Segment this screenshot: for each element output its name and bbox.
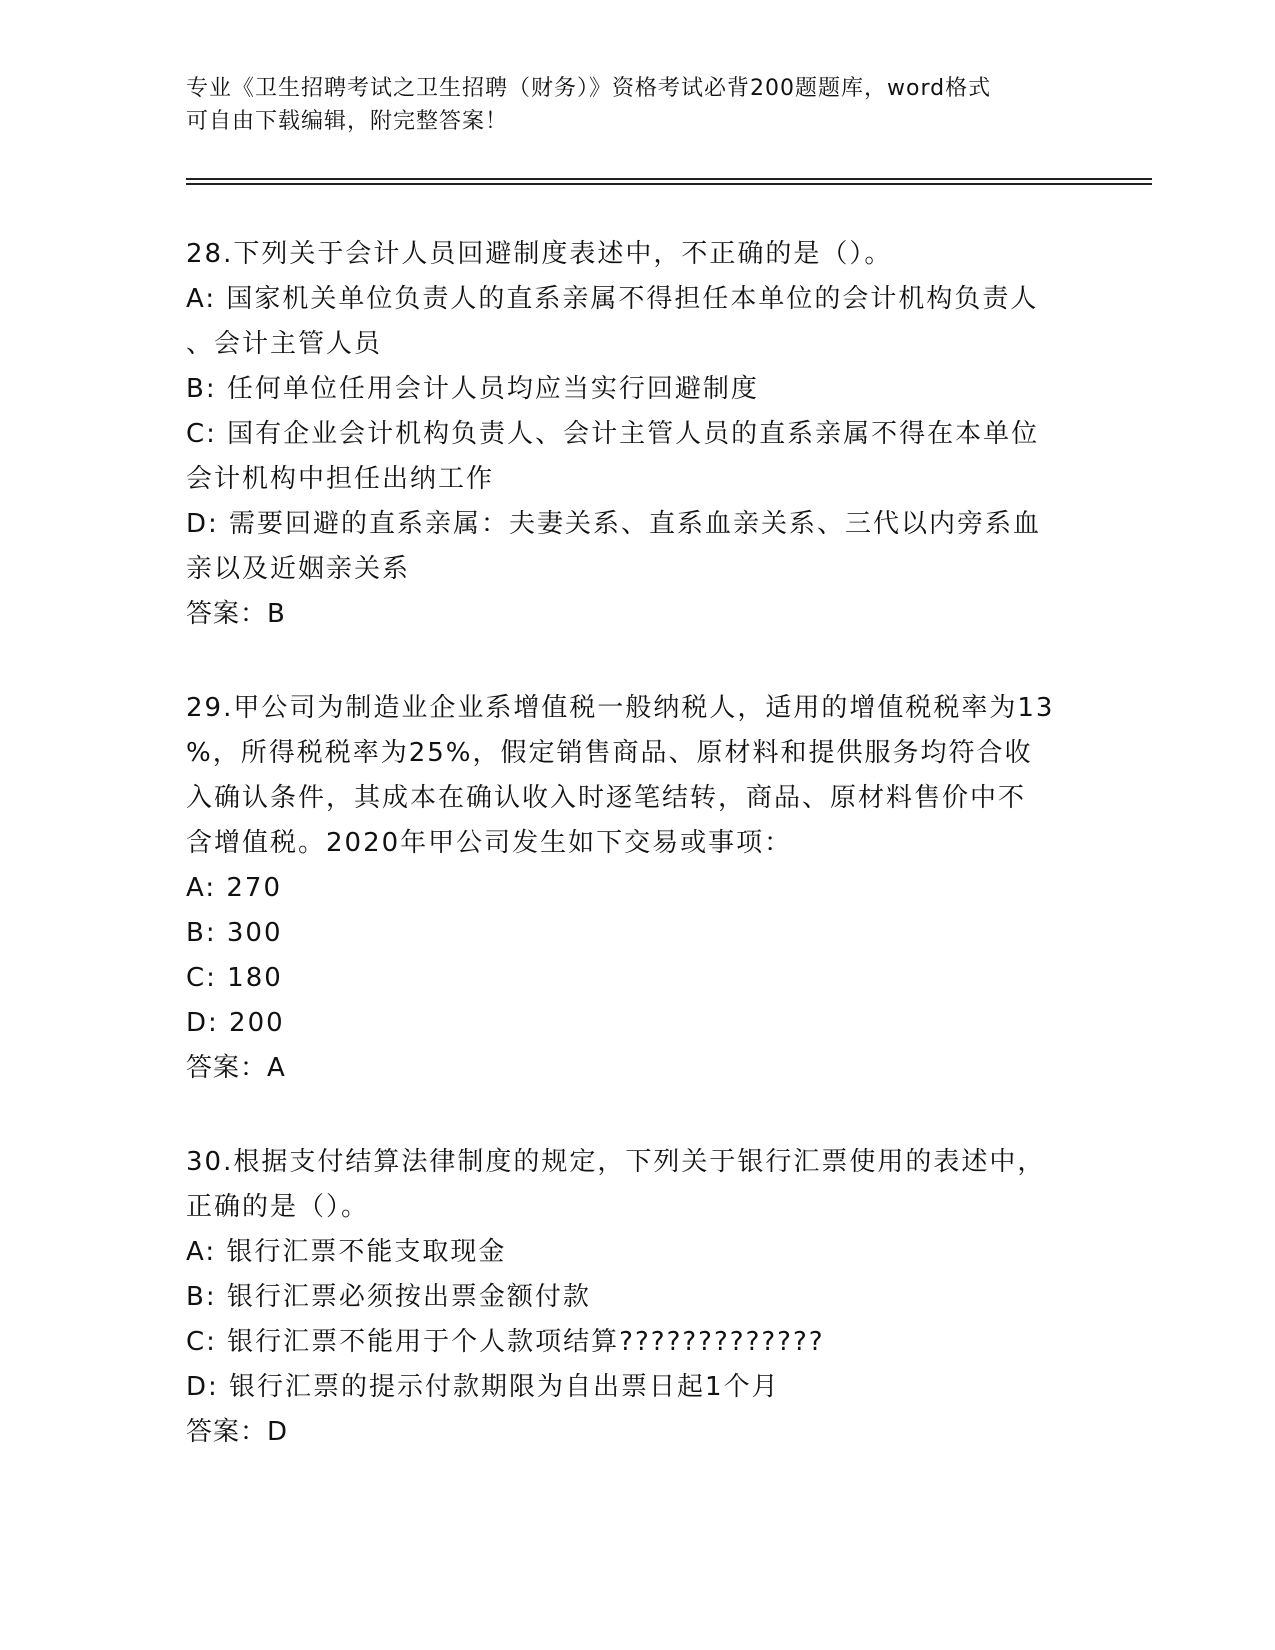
header-line-2: 可自由下载编辑，附完整答案！ <box>186 109 509 134</box>
question-text: 30.根据支付结算法律制度的规定，下列关于银行汇票使用的表述中， <box>186 1147 1046 1177</box>
option-text-line: B: 任何单位任用会计人员均应当实行回避制度 <box>186 374 759 404</box>
option-d: D: 银行汇票的提示付款期限为自出票日起1个月 <box>186 1372 780 1402</box>
option-c <box>186 412 1086 502</box>
header-divider-bottom <box>186 183 1152 185</box>
option-b: B: 银行汇票必须按出票金额付款 <box>186 1282 591 1312</box>
header-line-1: 专业《卫生招聘考试之卫生招聘（财务）》资格考试必背200题题库，word格式 <box>186 76 992 101</box>
question-text: 含增值税。2020年甲公司发生如下交易或事项： <box>186 828 793 858</box>
question-text: 正确的是（）。 <box>186 1192 370 1222</box>
question-text: 29.甲公司为制造业企业系增值税一般纳税人，适用的增值税税率为13 <box>186 693 1055 723</box>
option-a: A: 银行汇票不能支取现金 <box>186 1237 507 1267</box>
question-30 <box>186 1140 1086 1455</box>
option-text-line: D: 需要回避的直系亲属：夫妻关系、直系血亲关系、三代以内旁系血 <box>186 509 1042 539</box>
option-c: C: 180 <box>186 963 283 993</box>
question-text: %，所得税税率为25%，假定销售商品、原材料和提供服务均符合收 <box>186 738 1033 768</box>
option-b <box>186 367 1086 412</box>
option-b: B: 300 <box>186 918 283 948</box>
option-text-line: A: 国家机关单位负责人的直系亲属不得担任本单位的会计机构负责人 <box>186 284 1039 314</box>
document-header <box>186 72 1086 138</box>
answer-label: 答案：B <box>186 599 286 629</box>
question-28 <box>186 232 1086 637</box>
question-29 <box>186 686 1086 1091</box>
answer-label: 答案：A <box>186 1053 286 1083</box>
option-d: D: 200 <box>186 1008 285 1038</box>
question-text: 入确认条件，其成本在确认收入时逐笔结转，商品、原材料售价中不 <box>186 783 1027 813</box>
question-text: 28.下列关于会计人员回避制度表述中，不正确的是（）。 <box>186 239 893 269</box>
header-divider-top <box>186 178 1152 180</box>
option-text-line: 会计机构中担任出纳工作 <box>186 464 495 494</box>
option-c: C: 银行汇票不能用于个人款项结算????????????? <box>186 1327 825 1357</box>
option-text-line: 亲以及近姻亲关系 <box>186 554 411 584</box>
option-d <box>186 502 1086 592</box>
option-a: A: 270 <box>186 873 282 903</box>
option-text-line: 、会计主管人员 <box>186 329 383 359</box>
answer-label: 答案：D <box>186 1417 289 1447</box>
option-text-line: C: 国有企业会计机构负责人、会计主管人员的直系亲属不得在本单位 <box>186 419 1040 449</box>
option-a <box>186 277 1086 367</box>
